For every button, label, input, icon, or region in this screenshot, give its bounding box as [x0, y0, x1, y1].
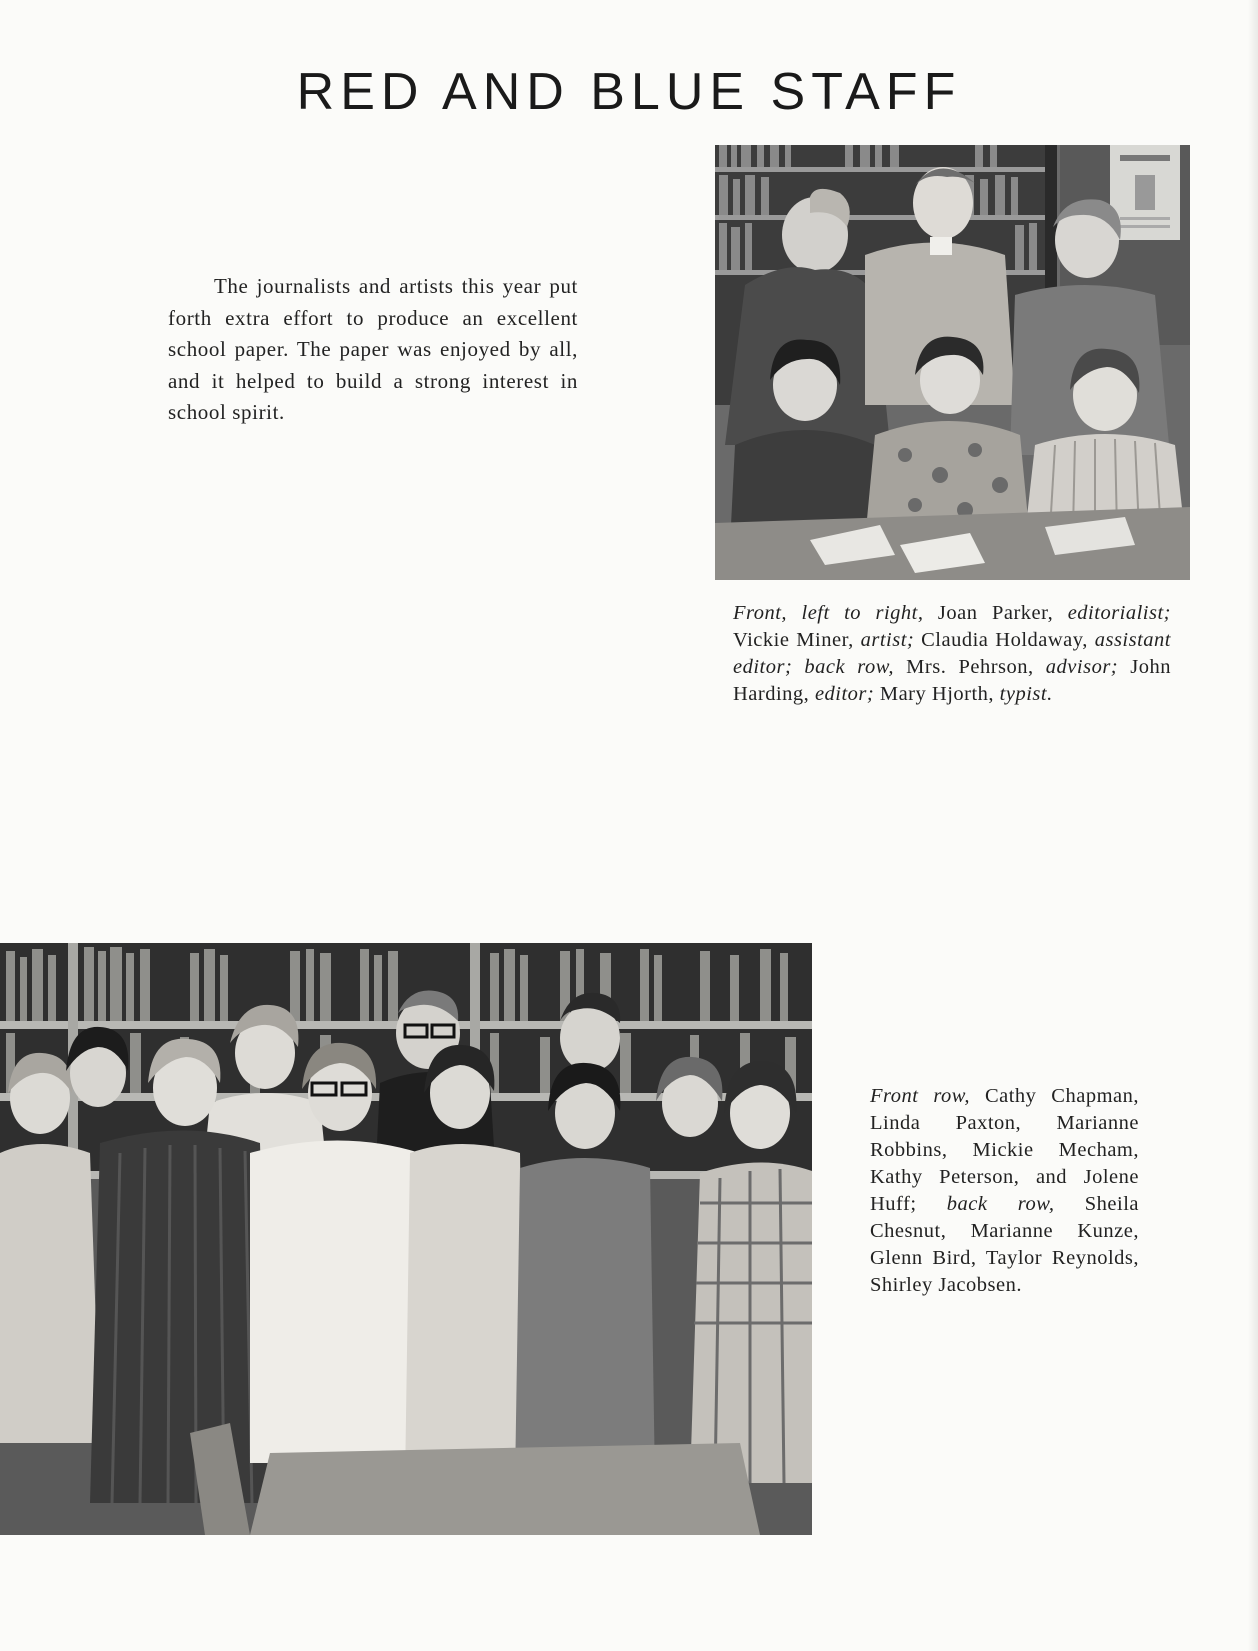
staff-group-photo-bottom [0, 943, 812, 1535]
page-edge [1248, 0, 1258, 1651]
top-caption-segment: editorialist; [1067, 602, 1172, 624]
bottom-photo-caption [870, 1083, 1139, 1299]
top-caption-segment: Front, left to right, [733, 602, 924, 624]
bottom-caption-segment: back row, [946, 1193, 1055, 1215]
top-caption-segment: editor; [814, 683, 875, 705]
bottom-caption-segment: Cathy Chapman, Linda Paxton, Marianne Robbins, Mickie Mecham, Kathy Peterson, and Jolene Huff; [870, 1085, 1139, 1215]
top-caption-segment: advisor; [1045, 656, 1119, 678]
staff-group-photo-top [715, 145, 1190, 580]
top-caption-segment: Claudia Holdaway, [914, 629, 1095, 651]
bottom-caption-segment: Front row, [870, 1085, 971, 1107]
top-caption-segment: Mary Hjorth, [874, 683, 1000, 705]
intro-paragraph: The journalists and artists this year put forth extra effort to produce an excellent school paper. The paper was enjoyed by all, and it helped to build a strong interest in school spirit. [168, 274, 578, 424]
top-caption-segment: artist; [860, 629, 915, 651]
top-photo-caption [733, 600, 1171, 708]
page-title: RED AND BLUE STAFF [296, 63, 962, 121]
top-caption-segment: Vickie Miner, [733, 629, 861, 651]
top-caption-segment: assistant editor; back row, [733, 629, 1171, 678]
bottom-caption-segment: Sheila Chesnut, Marianne Kunze, Glenn Bird, Taylor Reynolds, Shirley Jacobsen. [870, 1193, 1139, 1296]
top-caption-segment: Mrs. Pehrson, [894, 656, 1046, 678]
top-caption-segment: John Harding, [733, 656, 1171, 705]
top-caption-segment: Joan Parker, [923, 602, 1068, 624]
top-caption-segment: typist. [999, 683, 1053, 705]
